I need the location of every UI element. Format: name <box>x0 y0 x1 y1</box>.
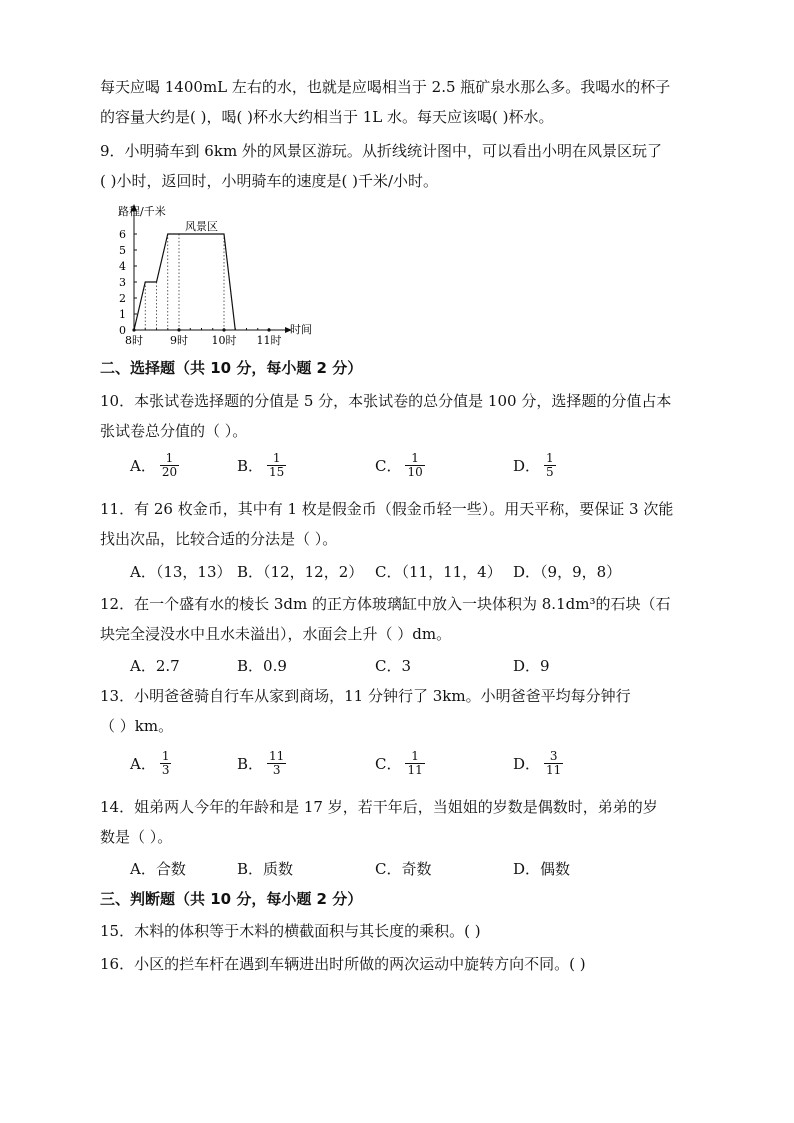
q13-line1: 13．小明爸爸骑自行车从家到商场，11 分钟行了 3km。小明爸爸平均每分钟行 <box>100 687 631 705</box>
q14-option-b[interactable]: B．质数 <box>237 860 294 878</box>
q11-option-c[interactable]: C．（11，11，4） <box>375 563 502 581</box>
q14-line2: 数是（ ）。 <box>100 828 173 846</box>
q13-option-a[interactable]: A． $\frac{1}{3}$ <box>130 749 170 777</box>
q14-option-d[interactable]: D．偶数 <box>513 860 571 878</box>
x-tick-label: 10时 <box>211 334 237 347</box>
y-tick-label: 4 <box>119 260 126 273</box>
q10-option-d[interactable]: D． $\frac{1}{5}$ <box>513 451 554 479</box>
x-tick-label: 11时 <box>256 334 282 347</box>
q13-option-c[interactable]: C． $\frac{1}{11}$ <box>375 749 423 777</box>
q12-option-c[interactable]: C．3 <box>375 657 412 675</box>
section-2-title: 二、选择题（共 10 分，每小题 2 分） <box>100 359 363 377</box>
q11-option-a[interactable]: A．（13，13） <box>130 563 232 581</box>
q13-option-d[interactable]: D． $\frac{3}{11}$ <box>513 749 562 777</box>
y-tick-label: 5 <box>119 244 126 257</box>
q14-line1: 14．姐弟两人今年的年龄和是 17 岁，若干年后，当姐姐的岁数是偶数时，弟弟的岁 <box>100 798 658 816</box>
y-tick-label: 1 <box>119 308 126 321</box>
y-axis-label: 路程/千米 <box>118 205 166 218</box>
q10-line1: 10．本张试卷选择题的分值是 5 分，本张试卷的总分值是 100 分，选择题的分值占本 <box>100 392 672 410</box>
scenic-area-annotation: 风景区 <box>185 220 218 233</box>
q8-line1: 每天应喝 1400mL 左右的水，也就是应喝相当于 2.5 瓶矿泉水那么多。我喝水的杯子 <box>100 78 671 96</box>
y-tick-label: 3 <box>119 276 126 289</box>
q12-line1: 12．在一个盛有水的棱长 3dm 的正方体玻璃缸中放入一块体积为 8.1dm³的石块（石 <box>100 595 671 613</box>
x-axis-label: 时间 <box>290 323 312 336</box>
q10-option-a[interactable]: A． $\frac{1}{20}$ <box>130 451 178 479</box>
q10-option-b[interactable]: B． $\frac{1}{15}$ <box>237 451 285 479</box>
q9-line1: 9．小明骑车到 6km 外的风景区游玩。从折线统计图中，可以看出小明在风景区玩了 <box>100 142 662 160</box>
q12-option-b[interactable]: B．0.9 <box>237 657 287 675</box>
section-3-title: 三、判断题（共 10 分，每小题 2 分） <box>100 890 363 908</box>
q13-option-b[interactable]: B． $\frac{11}{3}$ <box>237 749 285 777</box>
y-tick-label: 2 <box>119 292 126 305</box>
q9-line2: ( )小时，返回时，小明骑车的速度是( )千米/小时。 <box>100 172 439 190</box>
q12-option-a[interactable]: A．2.7 <box>130 657 180 675</box>
q13-line2: （ ）km。 <box>100 717 174 735</box>
q11-option-b[interactable]: B．（12，12，2） <box>237 563 364 581</box>
q15-line1: 15．木料的体积等于木料的横截面积与其长度的乘积。( ) <box>100 922 481 940</box>
q12-option-d[interactable]: D．9 <box>513 657 550 675</box>
distance-series-line <box>134 234 235 330</box>
q10-option-c[interactable]: C． $\frac{1}{10}$ <box>375 451 423 479</box>
q11-line2: 找出次品，比较合适的分法是（ ）。 <box>100 530 338 548</box>
q16-line1: 16．小区的拦车杆在遇到车辆进出时所做的两次运动中旋转方向不同。( ) <box>100 955 586 973</box>
distance-time-line-chart <box>100 200 330 350</box>
x-tick-dot <box>267 328 270 331</box>
q12-line2: 块完全浸没水中且水未溢出），水面会上升（ ）dm。 <box>100 625 452 643</box>
q8-line2: 的容量大约是( )，喝( )杯水大约相当于 1L 水。每天应该喝( )杯水。 <box>100 108 554 126</box>
q10-line2: 张试卷总分值的（ ）。 <box>100 422 248 440</box>
y-tick-label: 6 <box>119 228 126 241</box>
x-tick-label: 9时 <box>170 334 188 347</box>
q11-option-d[interactable]: D．（9，9，8） <box>513 563 622 581</box>
q14-option-c[interactable]: C．奇数 <box>375 860 432 878</box>
q11-line1: 11．有 26 枚金币，其中有 1 枚是假金币（假金币轻一些）。用天平称，要保证 3 次能 <box>100 500 674 518</box>
y-tick-label: 0 <box>119 324 126 337</box>
q14-option-a[interactable]: A．合数 <box>130 860 186 878</box>
x-tick-label: 8时 <box>125 334 143 347</box>
